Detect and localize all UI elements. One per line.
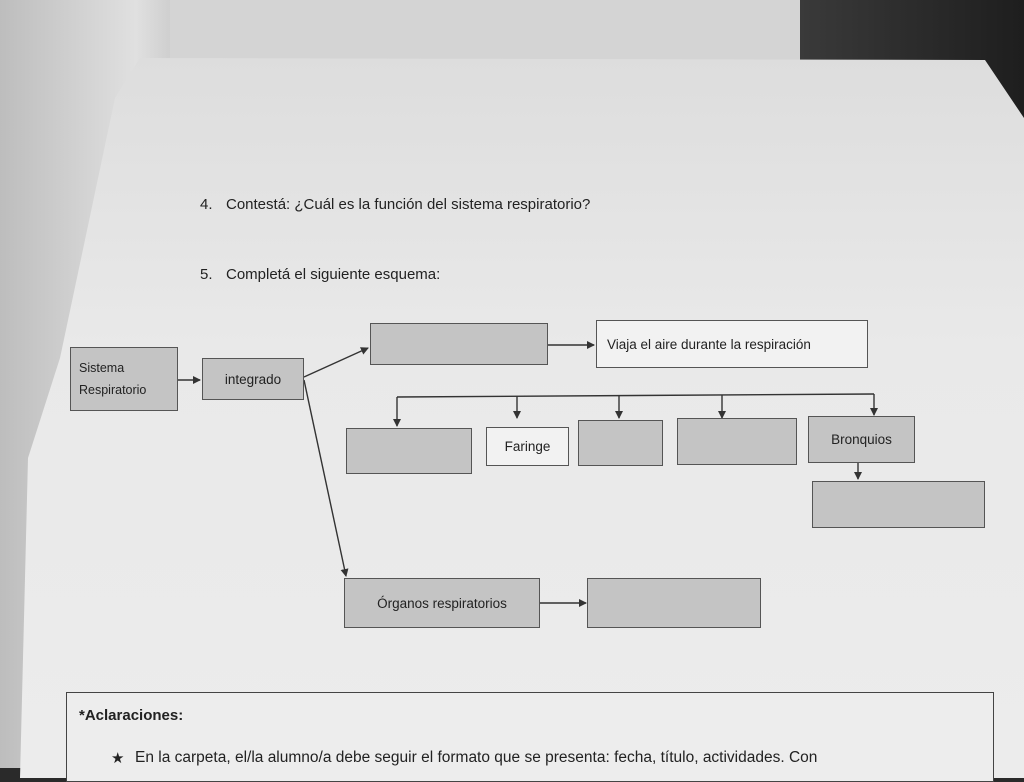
notes-title: *Aclaraciones: (79, 707, 184, 724)
box-blank-top (370, 323, 548, 365)
bronquios-label: Bronquios (831, 432, 892, 447)
faringe-label: Faringe (504, 439, 551, 454)
box-organos-respiratorios (344, 578, 540, 628)
notes-item-1: En la carpeta, el/la alumno/a debe seguir el formato que se presenta: fecha, título, actividades. Con (135, 749, 818, 766)
question-5-number: 5. (200, 266, 213, 283)
sistema-label-line1: Sistema (79, 361, 125, 375)
viaja-label: Viaja el aire durante la respiración (607, 336, 811, 352)
box-blank-organos (587, 578, 761, 628)
box-viaja-aire (596, 320, 868, 368)
organos-label: Órganos respiratorios (377, 595, 507, 611)
box-bronquios (808, 416, 915, 463)
question-4 (200, 196, 590, 213)
integrado-label: integrado (224, 371, 282, 387)
box-faringe (486, 427, 569, 466)
box-blank-bronquios (812, 481, 985, 528)
box-blank-2 (578, 420, 663, 466)
sistema-label-line2: Respiratorio (79, 383, 147, 397)
box-blank-1 (346, 428, 472, 474)
question-5-text: Completá el siguiente esquema: (226, 266, 441, 283)
question-4-text: Contestá: ¿Cuál es la función del sistema respiratorio? (226, 196, 591, 213)
notes-box (66, 692, 994, 782)
question-4-number: 4. (200, 196, 213, 213)
question-5 (200, 266, 440, 283)
star-icon: ★ (111, 750, 125, 767)
box-integrado (202, 358, 304, 400)
box-blank-3 (677, 418, 797, 465)
box-sistema-respiratorio (70, 347, 178, 411)
